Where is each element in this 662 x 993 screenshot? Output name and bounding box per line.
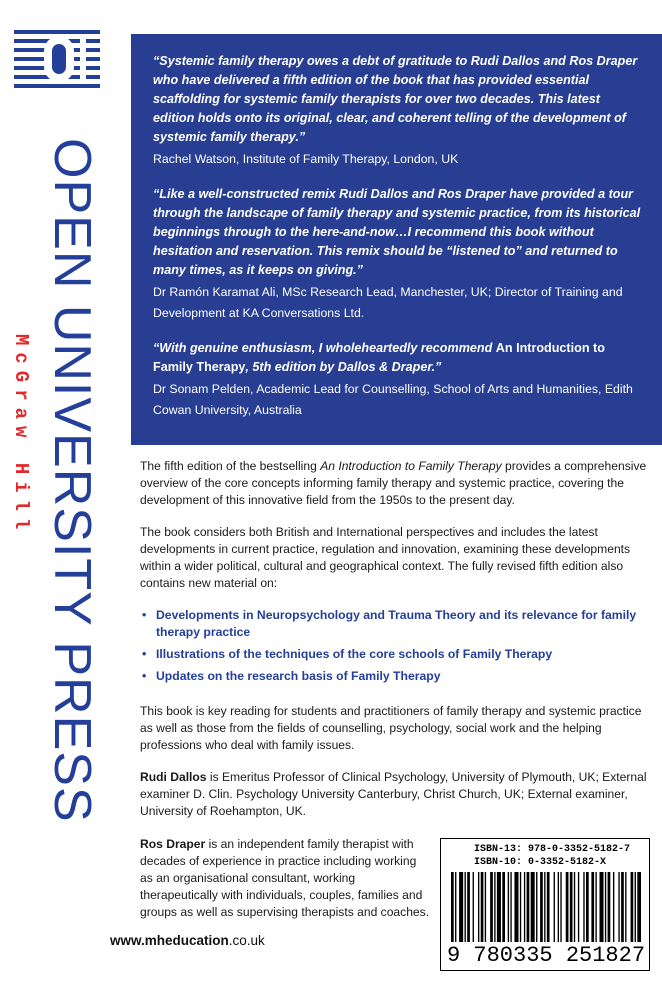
- book-title: An Introduction to Family Therapy: [320, 459, 502, 473]
- praise-attribution: Dr Ramón Karamat Ali, MSc Research Lead, Manchester, UK; Director of Training and Development at KA Conversations Ltd.: [153, 285, 623, 320]
- praise-box: [131, 34, 662, 445]
- praise-item: [153, 52, 642, 170]
- website-link[interactable]: [110, 933, 265, 948]
- description-paragraph: This book is key reading for students and practitioners of family therapy and systemic practice as well as those from the fields of counselling, psychology, social work and the helping professions who deal with family issues.: [140, 704, 642, 752]
- list-item-text: Illustrations of the techniques of the core schools of Family Therapy: [156, 647, 553, 661]
- bullet-icon: •: [142, 669, 147, 683]
- feature-list: [140, 607, 650, 685]
- paragraph-text: provides a comprehensive overview of the core concepts informing family therapy and systemic practice, covering the development of this innovative field from the 1950s to the present day.: [140, 459, 647, 507]
- list-item-text: Updates on the research basis of Family Therapy: [156, 669, 441, 683]
- publisher-name: OPEN UNIVERSITY PRESS: [43, 138, 101, 823]
- barcode: [440, 838, 650, 971]
- praise-item: [153, 185, 642, 324]
- author-name: Rudi Dallos: [140, 770, 207, 784]
- praise-attribution: Dr Sonam Pelden, Academic Lead for Counselling, School of Arts and Humanities, Edith Cowan University, Australia: [153, 382, 633, 417]
- praise-quote: [153, 339, 642, 377]
- bullet-icon: •: [142, 647, 147, 661]
- website-domain: www.mheducation: [110, 933, 229, 948]
- author-bio-text: is Emeritus Professor of Clinical Psychology, University of Plymouth, UK; External examiner D. Clin. Psychology University Canterbury, Christ Church, UK; External examiner, University of Roehampton, UK.: [140, 770, 647, 818]
- description-paragraph: The book considers both British and International perspectives and includes the latest developments in current practice, regulation and innovation, examining these developments within a wider political, cultural and geographical context. The fully revised fifth edition also contains new material on:: [140, 525, 631, 590]
- praise-attribution: Rachel Watson, Institute of Family Therapy, London, UK: [153, 152, 459, 166]
- praise-quote: “Like a well-constructed remix Rudi Dallos and Ros Draper have provided a tour through the landscape of family therapy and systemic practice, from its historical beginnings through to the here-and-now…I recommend this book without hesitation and reservation. This remix should be “listened to” and returned to many times, as it keeps on giving.”: [153, 187, 641, 277]
- paragraph-text: The fifth edition of the bestselling: [140, 459, 321, 473]
- quote-text: , 5th edition by Dallos & Draper.”: [245, 360, 442, 374]
- publisher-spine: [0, 0, 128, 993]
- author-bio-text: is an independent family therapist with decades of experience in practice including working as an organisational consultant, working therapeutically with individuals, couples, families and groups as well as supervising therapists and coaches.: [140, 837, 430, 919]
- barcode-bars: [451, 872, 641, 946]
- list-item-text: Developments in Neuropsychology and Trauma Theory and its relevance for family therapy practice: [156, 608, 637, 639]
- list-item: [140, 607, 650, 641]
- book-title: An Introduction to Family Therapy: [153, 341, 605, 374]
- list-item: [140, 646, 650, 663]
- website-tld: .co.uk: [228, 933, 265, 948]
- imprint-name: McGraw Hill: [10, 334, 32, 537]
- quote-text: “With genuine enthusiasm, I wholeheartedly recommend: [153, 341, 496, 355]
- bullet-icon: •: [142, 608, 147, 622]
- praise-quote: “Systemic family therapy owes a debt of gratitude to Rudi Dallos and Ros Draper who have delivered a fifth edition of the book that has provided essential scaffolding for systemic family therapists for over two decades. This latest edition holds onto its original, clear, and coherent telling of the development of systemic family therapy.”: [153, 54, 638, 144]
- barcode-digits: 9 780335 251827: [447, 943, 646, 968]
- description-paragraph: [140, 458, 650, 509]
- open-university-press-logo: [14, 30, 100, 88]
- isbn-13: ISBN-13: 978-0-3352-5182-7: [474, 844, 631, 855]
- author-name: Ros Draper: [140, 837, 206, 851]
- list-item: [140, 668, 650, 685]
- isbn-10: ISBN-10: 0-3352-5182-X: [474, 857, 607, 868]
- author-bio: [140, 769, 650, 820]
- author-bio: [140, 836, 430, 921]
- praise-item: [153, 339, 642, 421]
